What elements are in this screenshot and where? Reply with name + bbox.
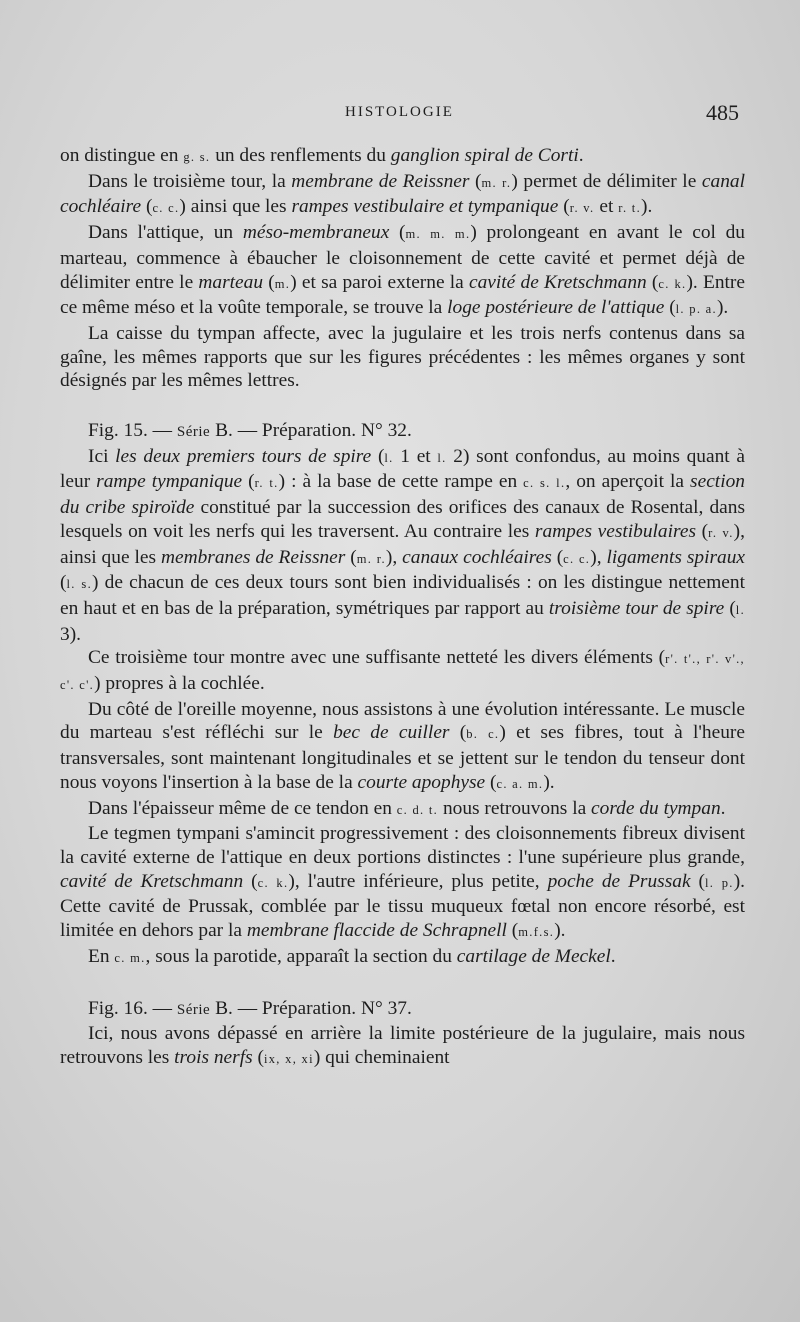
paragraph: La caisse du tympan affecte, avec la jugulaire et les trois nerfs contenus dans sa gaîne, les mêmes rapports que sur les figures précédentes : les mêmes organes y sont désignés par les mêmes lettres. [60, 322, 745, 392]
figure-heading-15: Fig. 15. — Série B. — Préparation. N° 32. [88, 420, 412, 442]
figure-heading-16: Fig. 16. — Série B. — Préparation. N° 37. [88, 997, 412, 1019]
paragraph: Dans l'épaisseur même de ce tendon en c. d. t. nous retrouvons la corde du tympan. [88, 797, 726, 819]
body-text [60, 144, 745, 1072]
page-number: 485 [706, 100, 739, 125]
paragraph: Du côté de l'oreille moyenne, nous assistons à une évolution intéressante. Le muscle du marteau s'est réfléchi sur le bec de cuiller (b. c.) et ses fibres, tout à l'heure transversales, sont maintenant longitudinales et se jettent sur le tendon du tenseur dont nous voyons l'insertion à la base de la courte apophyse (c. a. m.). [60, 698, 745, 793]
paragraph: Ce troisième tour montre avec une suffisante netteté les divers éléments (r'. t'., r'. v'., c'. c'.) propres à la cochlée. [60, 647, 745, 695]
running-title: HISTOLOGIE [345, 104, 454, 120]
page-header [0, 100, 800, 130]
paragraph: on distingue en g. s. un des renflements du ganglion spiral de Corti. [60, 145, 584, 166]
paragraph: Ici les deux premiers tours de spire (l. 1 et l. 2) sont confondus, au moins quant à leur rampe tympanique (r. t.) : à la base de cette rampe en c. s. l., on aperçoit la section du cribe spiroïde constitué par la succession des orifices des canaux de Rosental, dans lesquels on voit les nerfs qui les traversent. Au contraire les rampes vestibulaires (r. v.), ainsi que les membranes de Reissner (m. r.), canaux cochléaires (c. c.), ligaments spiraux (l. s.) de chacun de ces deux tours sont bien individualisés : on les distingue nettement en haut et en bas de la préparation, symétriques par rapport au troisième tour de spire (l. 3). [60, 445, 745, 645]
paragraph: Ici, nous avons dépassé en arrière la limite postérieure de la jugulaire, mais nous retrouvons les trois nerfs (ix, x, xi) qui cheminaient [60, 1023, 745, 1068]
paragraph: Dans le troisième tour, la membrane de Reissner (m. r.) permet de délimiter le canal cochléaire (c. c.) ainsi que les rampes vestibulaire et tympanique (r. v. et r. t.). [60, 170, 745, 218]
paragraph: En c. m., sous la parotide, apparaît la section du cartilage de Meckel. [88, 945, 616, 967]
paragraph: Le tegmen tympani s'amincit progressivement : des cloisonnements fibreux divisent la cavité externe de l'attique en deux portions distinctes : l'une supérieure plus grande, cavité de Kretschmann (c. k.), l'autre inférieure, plus petite, poche de Prussak (l. p.). Cette cavité de Prussak, comblée par le tissu muqueux fœtal non encore résorbé, est limitée en dehors par la membrane flaccide de Schrapnell (m.f.s.). [60, 823, 746, 942]
paragraph: Dans l'attique, un méso-membraneux (m. m. m.) prolongeant en avant le col du marteau, commence à ébaucher le cloisonnement de cette cavité et permet déjà de délimiter entre le marteau (m.) et sa paroi externe la cavité de Kretschmann (c. k.). Entre ce même méso et la voûte temporale, se trouve la loge postérieure de l'attique (l. p. a.). [60, 222, 746, 319]
